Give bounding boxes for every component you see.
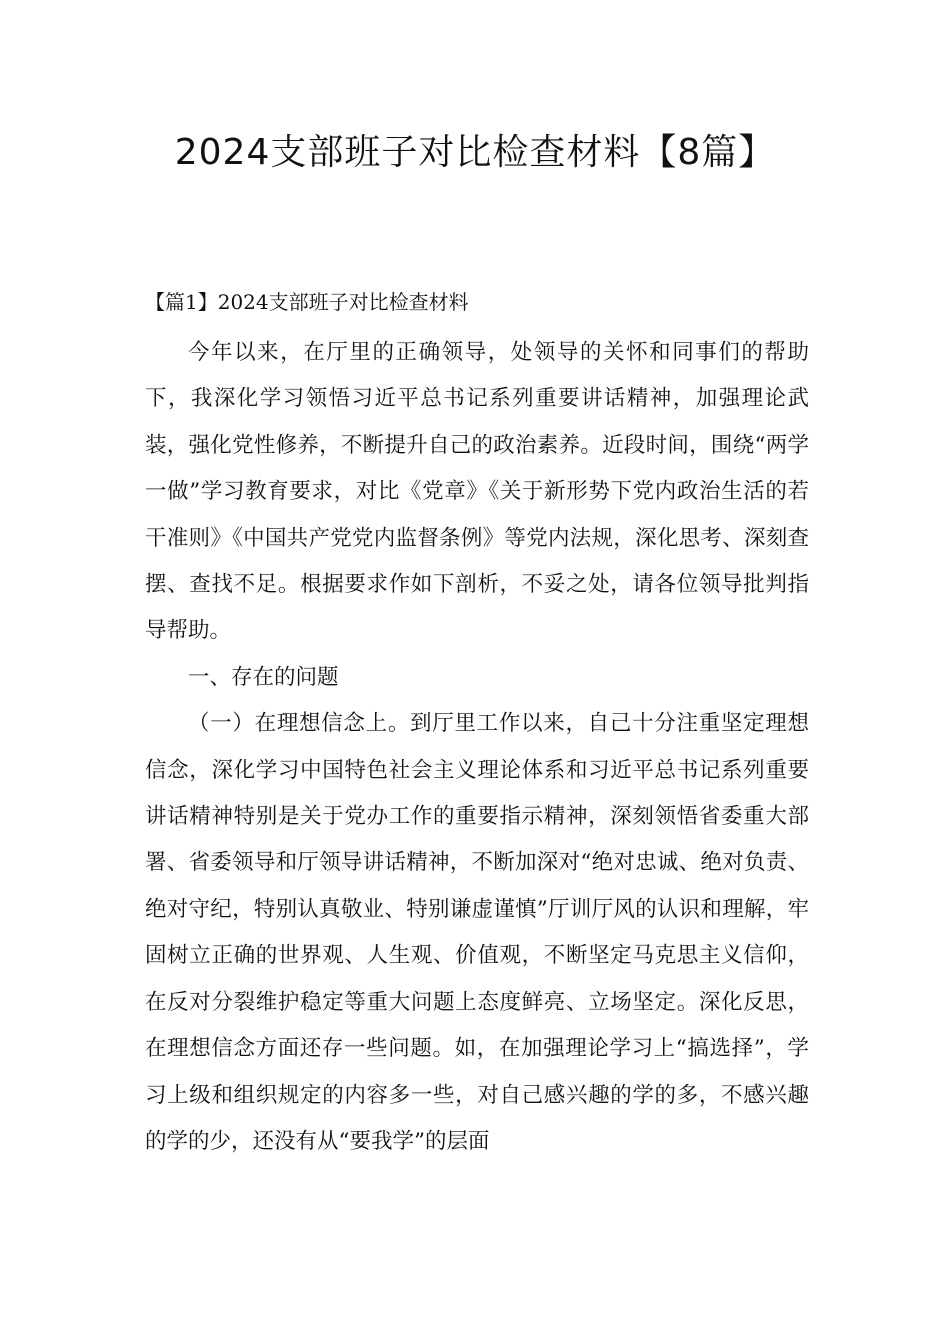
paragraph-ideals-beliefs: （一）在理想信念上。到厅里工作以来，自己十分注重坚定理想信念，深化学习中国特色社会主义理论体系和习近平总书记系列重要讲话精神特别是关于党办工作的重要指示精神，深刻领悟省委重大部署、省委领导和厅领导讲话精神，不断加深对“绝对忠诚、绝对负责、绝对守纪，特别认真敬业、特别谦虚谨慎”厅训厅风的认识和理解，牢固树立正确的世界观、人生观、价值观，不断坚定马克思主义信仰，在反对分裂维护稳定等重大问题上态度鲜亮、立场坚定。深化反思，在理想信念方面还存一些问题。如，在加强理论学习上“搞选择”，学习上级和组织规定的内容多一些，对自己感兴趣的学的多，不感兴趣的学的少，还没有从“要我学”的层面 [145,711,809,1154]
paragraph-intro: 今年以来，在厅里的正确领导，处领导的关怀和同事们的帮助下，我深化学习领悟习近平总书记系列重要讲话精神，加强理论武装，强化党性修养，不断提升自己的政治素养。近段时间，围绕“两学一做”学习教育要求，对比《党章》《关于新形势下党内政治生活的若干准则》《中国共产党党内监督条例》等党内法规，深化思考、深刻查摆、查找不足。根据要求作如下剖析，不妥之处，请各位领导批判指导帮助。 [145,340,809,644]
paragraph-heading-problems: 一、存在的问题 [188,664,339,690]
document-title: 2024支部班子对比检查材料【8篇】 [174,132,776,173]
document-body [145,284,809,1165]
section-heading: 【篇1】2024支部班子对比检查材料 [145,290,469,314]
